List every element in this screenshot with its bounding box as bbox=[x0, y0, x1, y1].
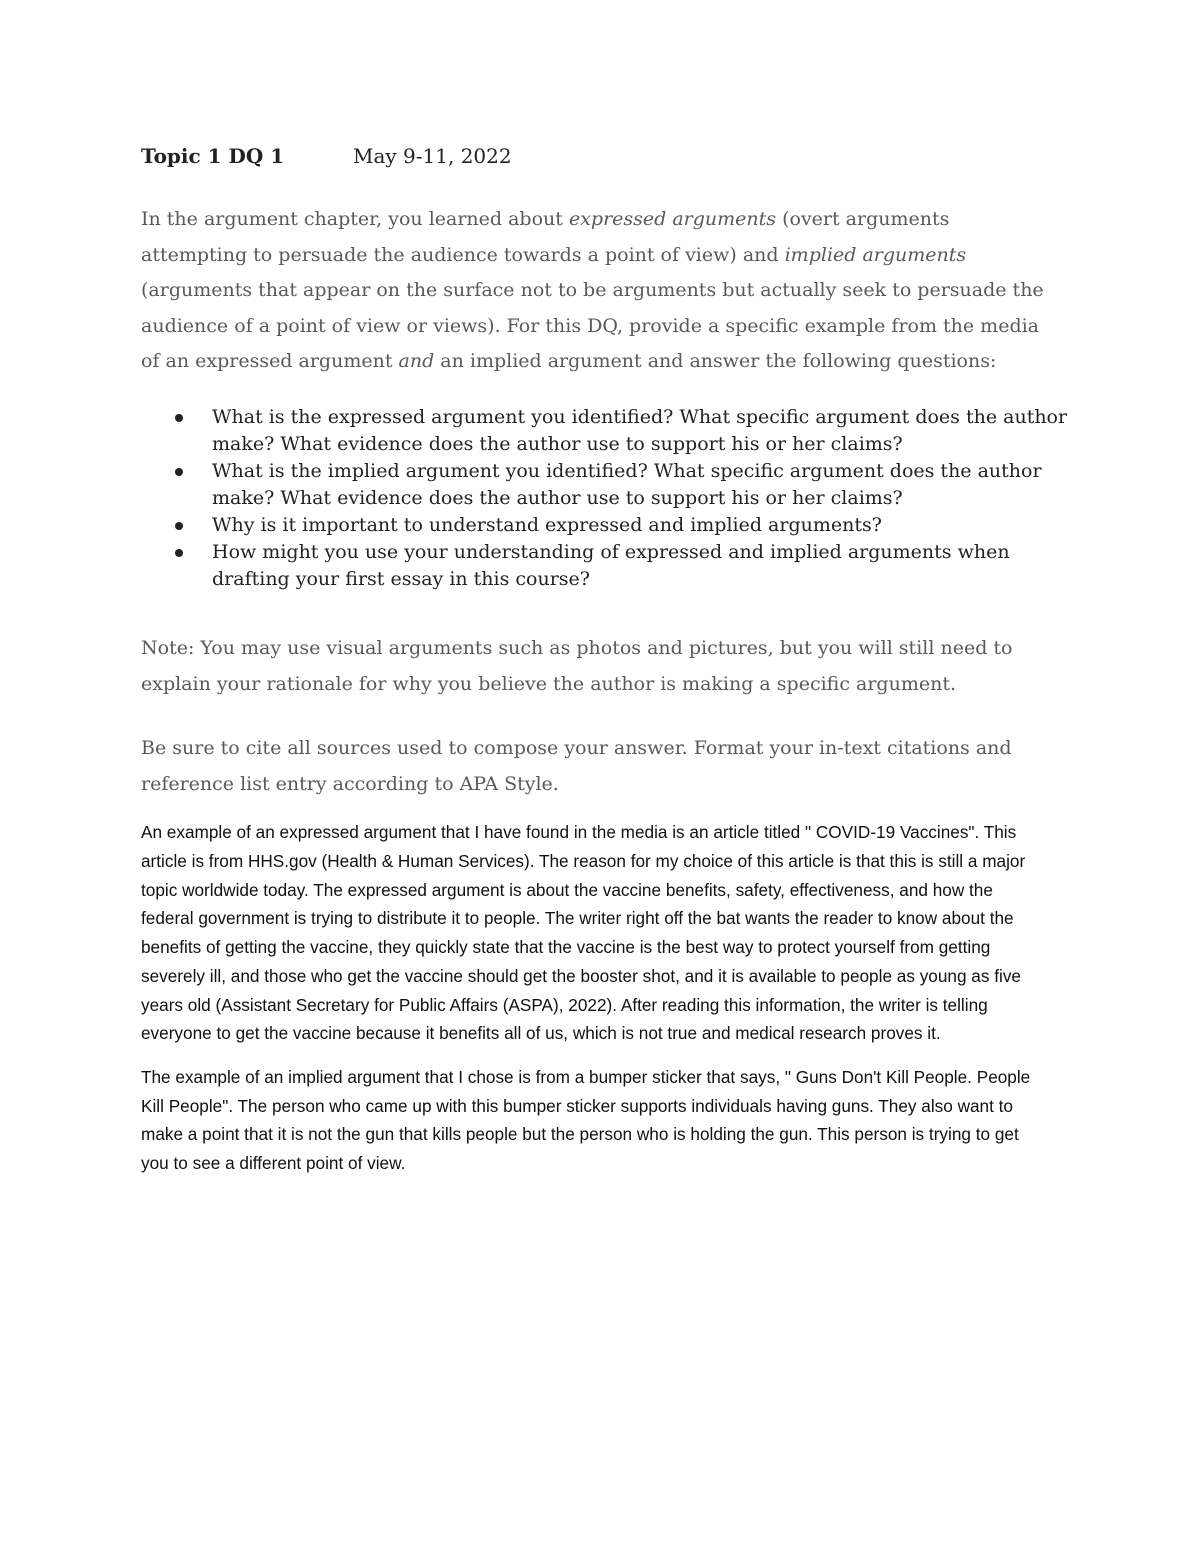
prompt-citation-instructions: Be sure to cite all sources used to compose your answer. Format your in-text citations and reference list entry according to APA Style. bbox=[141, 737, 1012, 795]
prompt-intro-text: (overt arguments attempting to persuade the audience towards a point of view) and bbox=[141, 208, 950, 266]
question-text: What is the expressed argument you identified? What specific argument does the author make? What evidence does the author use to support his or her claims? bbox=[212, 405, 1068, 455]
document-header bbox=[141, 140, 1071, 172]
prompt-intro-text: (arguments that appear on the surface not to be arguments but actually seek to persuade the audience of a point of view or views). For this DQ, provide a specific example from the media of an expressed argument bbox=[141, 279, 1044, 373]
answer-paragraph-implied: The example of an implied argument that I chose is from a bumper sticker that says, " Guns Don't Kill People. People Kill People". The person who came up with this bumper sticker supports individuals having guns. They also want to make a point that it is not the gun that kills people but the person who is holding the gun. This person is trying to get you to see a different point of view. bbox=[141, 1066, 1031, 1174]
question-text: Why is it important to understand expressed and implied arguments? bbox=[212, 513, 882, 536]
document-body bbox=[141, 140, 1071, 1178]
bullet-icon bbox=[175, 522, 183, 530]
question-list bbox=[141, 404, 1071, 593]
answer-paragraph-expressed: An example of an expressed argument that I have found in the media is an article titled " COVID-19 Vaccines". This article is from HHS.gov (Health & Human Services). The reason for my choice of this article is that this is still a major topic worldwide today. The expressed argument is about the vaccine benefits, safety, effectiveness, and how the federal government is trying to distribute it to people. The writer right off the bat wants the reader to know about the benefits of getting the vaccine, they quickly state that the vaccine is the best way to protect yourself from getting severely ill, and those who get the vaccine should get the booster shot, and it is available to people as young as five years old (Assistant Secretary for Public Affairs (ASPA), 2022). After reading this information, the writer is telling everyone to get the vaccine because it benefits all of us, which is not true and medical research proves it. bbox=[141, 822, 1026, 1044]
date-range: May 9-11, 2022 bbox=[353, 144, 512, 168]
bullet-icon bbox=[175, 549, 183, 557]
emphasis-and: and bbox=[398, 350, 435, 373]
bullet-icon bbox=[175, 468, 183, 476]
implied-arguments-term: implied arguments bbox=[784, 243, 967, 266]
prompt-intro-text: an implied argument and answer the following questions: bbox=[434, 350, 997, 373]
question-text: How might you use your understanding of expressed and implied arguments when drafting your first essay in this course? bbox=[212, 540, 1010, 590]
list-item bbox=[141, 458, 1071, 512]
bullet-icon bbox=[175, 414, 183, 422]
prompt-intro bbox=[141, 202, 1061, 380]
question-text: What is the implied argument you identified? What specific argument does the author make? What evidence does the author use to support his or her claims? bbox=[212, 459, 1042, 509]
prompt-intro-text: In the argument chapter, you learned about bbox=[141, 208, 569, 230]
topic-title: Topic 1 DQ 1 bbox=[141, 144, 285, 168]
prompt-note: Note: You may use visual arguments such as photos and pictures, but you will still need to explain your rationale for why you believe the author is making a specific argument. bbox=[141, 636, 1013, 695]
list-item bbox=[141, 512, 1071, 539]
list-item bbox=[141, 404, 1071, 458]
list-item bbox=[141, 539, 1071, 593]
expressed-arguments-term: expressed arguments bbox=[568, 208, 777, 230]
